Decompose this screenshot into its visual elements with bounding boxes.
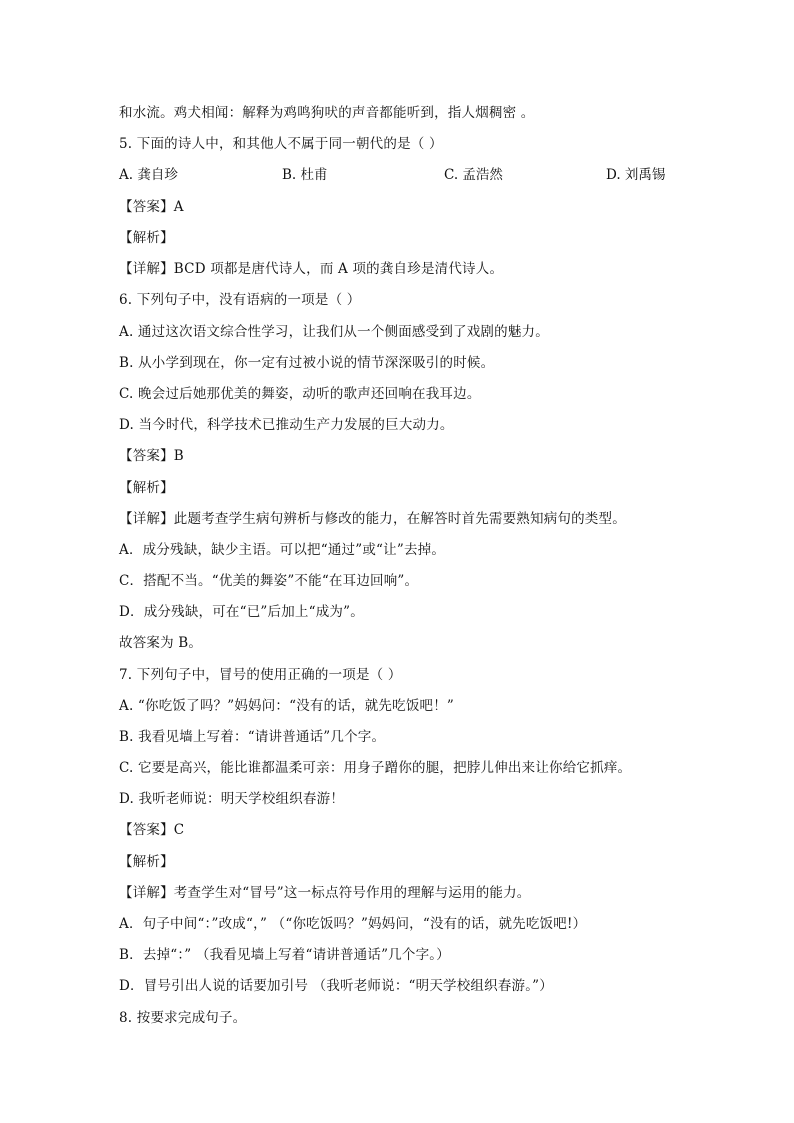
option-c: C. 孟浩然	[444, 167, 503, 183]
question-7: 7. 下列句子中，冒号的使用正确的一项是（ ）	[119, 667, 402, 683]
answer-label: 【答案】B	[119, 448, 184, 464]
answer-label: 【答案】A	[119, 199, 184, 215]
option-d: D. 刘禹锡	[606, 167, 666, 183]
analysis-label: 【解析】	[119, 854, 174, 870]
option-c: C. 它要是高兴，能比谁都温柔可亲：用身子蹭你的腿，把脖儿伸出来让你给它抓痒。	[119, 760, 632, 776]
explanation-d: D．成分残缺，可在“已”后加上“成为”。	[119, 604, 364, 620]
detail-text: 【详解】BCD 项都是唐代诗人，而 A 项的龚自珍是清代诗人。	[119, 261, 504, 277]
question-8: 8. 按要求完成句子。	[119, 1010, 247, 1026]
option-b: B. 从小学到现在，你一定有过被小说的情节深深吸引的时候。	[119, 355, 495, 371]
option-b: B. 杜甫	[282, 167, 328, 183]
option-d: D. 当今时代，科学技术已推动生产力发展的巨大动力。	[119, 417, 454, 433]
analysis-label: 【解析】	[119, 480, 174, 496]
question-5: 5. 下面的诗人中，和其他人不属于同一朝代的是（ ）	[119, 136, 443, 152]
option-a: A. 龚自珍	[119, 167, 178, 183]
explanation-c: C．搭配不当。“优美的舞姿”不能“在耳边回响”。	[119, 573, 419, 589]
text-line: 和水流。鸡犬相闻：解释为鸡鸣狗吠的声音都能听到，指人烟稠密 。	[119, 105, 535, 121]
explanation-a: A．句子中间“：”改成“，” （“你吃饭吗？”妈妈问，“没有的话，就先吃饭吧!）	[119, 916, 587, 932]
option-b: B. 我看见墙上写着：“请讲普通话”几个字。	[119, 729, 386, 745]
detail-text: 【详解】此题考查学生病句辨析与修改的能力，在解答时首先需要熟知病句的类型。	[119, 511, 626, 527]
option-a: A. “你吃饭了吗？”妈妈问：“没有的话，就先吃饭吧！”	[119, 698, 455, 714]
detail-text: 【详解】考查学生对“冒号”这一标点符号作用的理解与运用的能力。	[119, 885, 531, 901]
answer-label: 【答案】C	[119, 822, 185, 838]
explanation-d: D．冒号引出人说的话要加引号 （我听老师说：“明天学校组织春游。”）	[119, 978, 553, 994]
option-a: A. 通过这次语文综合性学习，让我们从一个侧面感受到了戏剧的魅力。	[119, 324, 549, 340]
question-6: 6. 下列句子中，没有语病的一项是（ ）	[119, 292, 361, 308]
final-answer: 故答案为 B。	[119, 635, 203, 651]
explanation-a: A．成分残缺，缺少主语。可以把“通过”或“让”去掉。	[119, 542, 446, 558]
explanation-b: B．去掉“：” （我看见墙上写着“请讲普通话”几个字。）	[119, 947, 450, 963]
option-c: C. 晚会过后她那优美的舞姿，动听的歌声还回响在我耳边。	[119, 386, 481, 402]
option-d: D. 我听老师说：明天学校组织春游！	[119, 791, 345, 807]
analysis-label: 【解析】	[119, 230, 174, 246]
